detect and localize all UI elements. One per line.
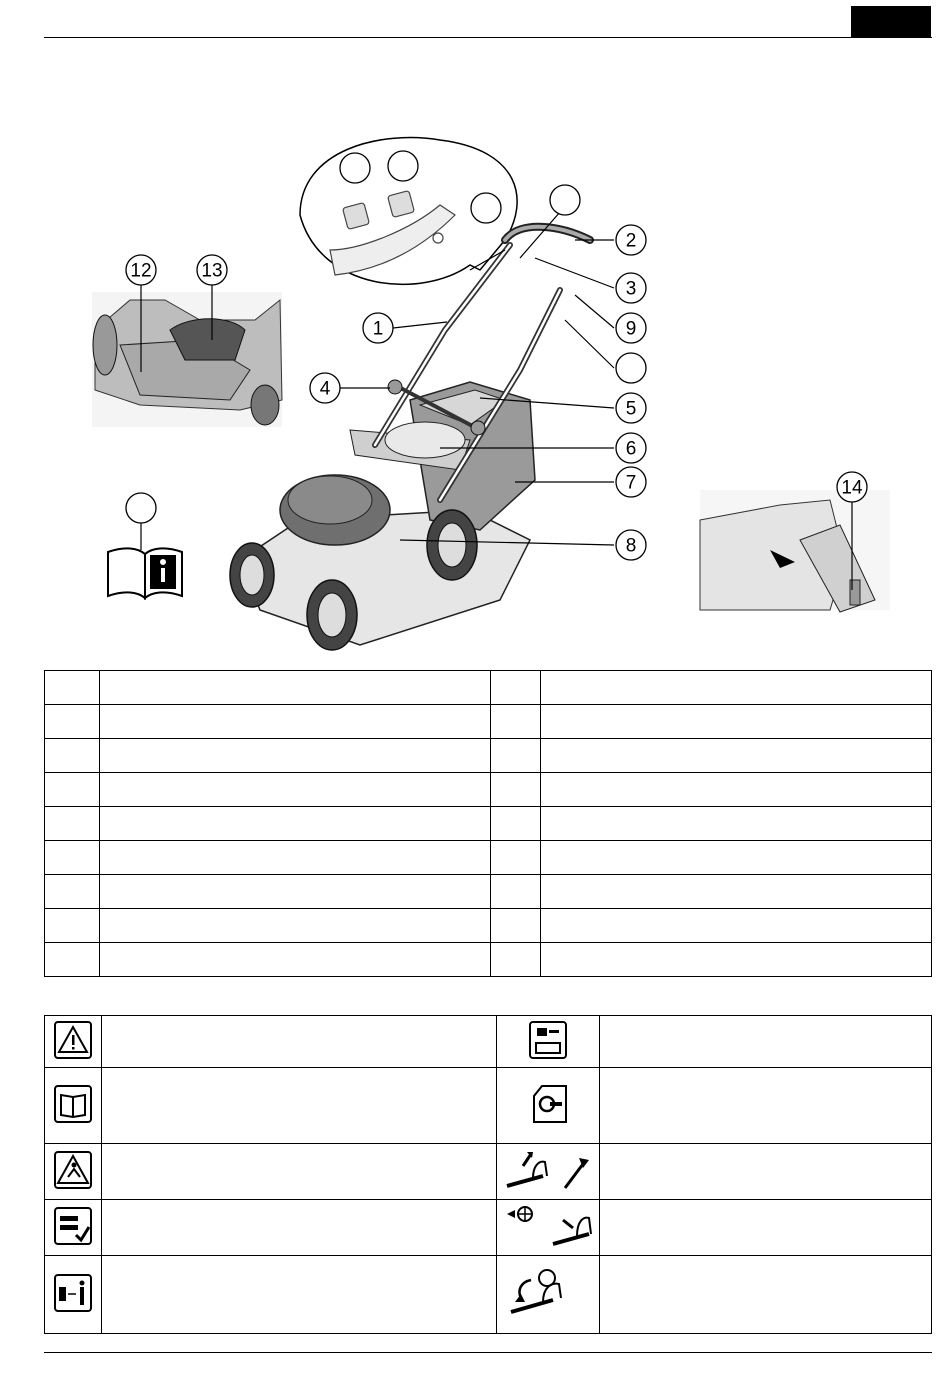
callout-14 <box>837 472 867 502</box>
part-name-cell <box>100 875 491 909</box>
callout-2 <box>616 225 646 255</box>
callout-3 <box>616 273 646 303</box>
part-name-cell <box>100 841 491 875</box>
part-name-cell <box>100 807 491 841</box>
part-name-cell <box>100 943 491 977</box>
manual-icon <box>108 548 182 598</box>
thrown-objects-icon <box>54 1151 92 1189</box>
part-name-cell <box>541 875 932 909</box>
part-number-cell <box>491 943 541 977</box>
callout-4-label: 4 <box>319 378 331 400</box>
symbol-desc <box>102 1256 497 1334</box>
part-name-cell <box>100 909 491 943</box>
symbol-desc <box>102 1016 497 1068</box>
symbol-desc <box>600 1144 932 1200</box>
part-name-cell <box>541 807 932 841</box>
part-number-cell <box>45 841 100 875</box>
part-name-cell <box>541 943 932 977</box>
callout-8 <box>616 530 646 560</box>
detail-photo-right <box>700 490 890 612</box>
part-number-cell <box>45 739 100 773</box>
table-row <box>45 875 932 909</box>
table-row <box>45 1068 932 1144</box>
blade-brake-lever-icon <box>503 1204 593 1248</box>
part-number-cell <box>491 875 541 909</box>
callout-14-label: 14 <box>841 477 863 499</box>
lawnmower-illustration <box>0 0 950 660</box>
part-number-cell <box>491 909 541 943</box>
footer-rule <box>44 1352 932 1353</box>
table-row <box>45 1256 932 1334</box>
table-row <box>45 1144 932 1200</box>
callout-12-label: 12 <box>130 260 152 282</box>
symbol-desc <box>102 1144 497 1200</box>
callout-1 <box>363 313 393 343</box>
table-row <box>45 1016 932 1068</box>
callout-12 <box>126 255 156 285</box>
part-number-cell <box>491 739 541 773</box>
table-row <box>45 841 932 875</box>
callout-4 <box>310 373 340 403</box>
part-name-cell <box>100 671 491 705</box>
keep-distance-icon <box>54 1274 92 1312</box>
callout-8-label: 8 <box>625 535 637 557</box>
table-row <box>45 1200 932 1256</box>
warning-triangle-icon <box>54 1021 92 1059</box>
part-name-cell <box>541 841 932 875</box>
table-row <box>45 739 932 773</box>
callout-6 <box>616 433 646 463</box>
part-name-cell <box>541 671 932 705</box>
drive-lever-icon <box>503 1268 593 1318</box>
part-name-cell <box>100 773 491 807</box>
symbol-desc <box>600 1016 932 1068</box>
part-number-cell <box>45 909 100 943</box>
callout-6-label: 6 <box>625 438 637 460</box>
keep-hands-away-icon <box>54 1207 92 1245</box>
callout-13 <box>197 255 227 285</box>
part-number-cell <box>45 705 100 739</box>
engine-start-icon <box>528 1084 568 1124</box>
callout-5 <box>616 393 646 423</box>
part-name-cell <box>100 739 491 773</box>
mower-drawing <box>230 227 590 650</box>
symbol-desc <box>102 1068 497 1144</box>
parts-table <box>44 670 932 977</box>
part-number-cell <box>491 773 541 807</box>
callout-7 <box>616 467 646 497</box>
callout-9 <box>616 313 646 343</box>
part-number-cell <box>45 875 100 909</box>
table-row <box>45 773 932 807</box>
callout-5-label: 5 <box>625 398 637 420</box>
part-name-cell <box>541 739 932 773</box>
part-number-cell <box>45 943 100 977</box>
callout-13-label: 13 <box>201 260 223 282</box>
part-number-cell <box>491 671 541 705</box>
symbol-desc <box>600 1256 932 1334</box>
table-row <box>45 705 932 739</box>
callout-3-label: 3 <box>625 278 637 300</box>
symbol-desc <box>600 1068 932 1144</box>
callout-2-label: 2 <box>625 230 637 252</box>
part-name-cell <box>541 705 932 739</box>
part-name-cell <box>541 773 932 807</box>
callout-1-label: 1 <box>372 318 384 340</box>
part-number-cell <box>45 671 100 705</box>
table-row <box>45 909 932 943</box>
detail-photo-left <box>92 292 282 427</box>
manual-book-icon <box>54 1085 92 1123</box>
symbols-table <box>44 1015 932 1334</box>
part-number-cell <box>45 807 100 841</box>
part-number-cell <box>491 841 541 875</box>
part-number-cell <box>45 773 100 807</box>
part-name-cell <box>541 909 932 943</box>
symbol-desc <box>102 1200 497 1256</box>
part-number-cell <box>491 705 541 739</box>
handle-lever-engage-icon <box>503 1148 593 1192</box>
table-row <box>45 943 932 977</box>
part-name-cell <box>100 705 491 739</box>
table-row <box>45 807 932 841</box>
part-number-cell <box>491 807 541 841</box>
callout-9-label: 9 <box>625 318 637 340</box>
callout-7-label: 7 <box>625 472 637 494</box>
table-row <box>45 671 932 705</box>
symbol-desc <box>600 1200 932 1256</box>
grass-bag-adjust-icon <box>529 1021 567 1059</box>
